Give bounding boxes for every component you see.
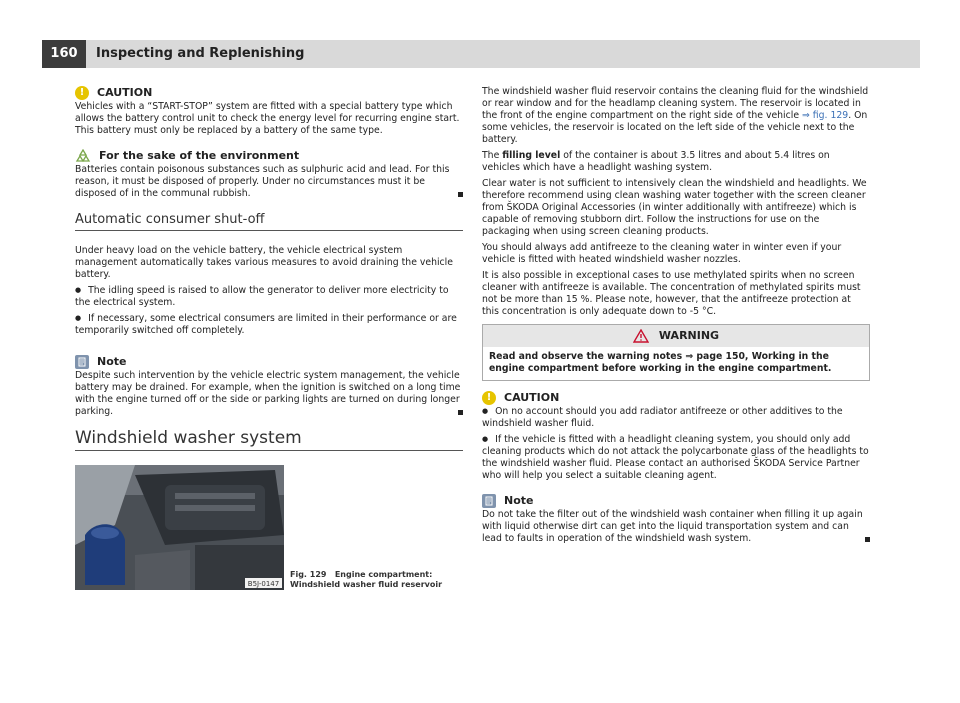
caution-heading — [482, 391, 870, 405]
list-item: ● If necessary, some electrical consumers are limited in their performance or are temporarily switched off completely. — [75, 313, 463, 337]
caution-text: Vehicles with a “START-STOP” system are fitted with a special battery type which allows the battery control unit to check the energy level for recurring engine start. This battery must only be replaced by a battery of the same type. — [75, 101, 460, 136]
note-text: Despite such intervention by the vehicle electric system management, the vehicle battery may be drained. For example, when the ignition is switched on a long time with the engine turned off or the side or parking lights are turned on during longer parking. — [75, 370, 463, 418]
section-end-marker — [458, 410, 463, 415]
note-title: Note — [97, 355, 127, 368]
running-title: Inspecting and Replenishing — [96, 46, 305, 61]
page-number: 160 — [42, 40, 86, 68]
note-title: Note — [504, 494, 534, 507]
caution-icon: ! — [482, 391, 496, 405]
environment-heading — [75, 149, 463, 163]
caution-title: CAUTION — [504, 391, 560, 404]
list-item: ● If the vehicle is fitted with a headlight cleaning system, you should only add cleaning products which do not attack the polycarbonate glass of the headlights to the windshield washer fluid. Please contact an authorised ŠKODA Service Partner who will help you select a suitable cleaning agent. — [482, 434, 870, 482]
warning-text: Read and observe the warning notes ⇒ page 150, Working in the engine compartment before working in the engine compartment. — [489, 351, 832, 374]
warning-heading — [483, 325, 869, 347]
paragraph: Clear water is not sufficient to intensively clean the windshield and headlights. We therefore recommend using clean washing water together with the screen cleaner from ŠKODA Original Accessories (in winter additionally with antifreeze) which is capable of removing stubborn dirt. Follow the instructions for use on the packaging when using screen cleaning products. — [482, 178, 867, 237]
note-heading — [75, 355, 463, 369]
caution-heading — [75, 86, 463, 100]
paragraph: The filling level of the container is about 3.5 litres and about 5.4 litres on vehicles which have a headlight washing system. — [482, 150, 830, 173]
environment-title: For the sake of the environment — [99, 149, 300, 162]
auto-shutoff-intro: Under heavy load on the vehicle battery, the vehicle electrical system management automatically takes various measures to avoid draining the vehicle battery. — [75, 245, 453, 280]
recycle-icon — [75, 149, 91, 163]
section-end-marker — [458, 192, 463, 197]
caution-title: CAUTION — [97, 86, 153, 99]
environment-text: Batteries contain poisonous substances such as sulphuric acid and lead. For this reason, it must be disposed of properly. Under no circumstances must it be disposed of in the communal rubbish. — [75, 164, 463, 200]
warning-triangle-icon — [633, 329, 649, 343]
figure-caption-text: Engine compartment: Windshield washer fluid reservoir — [290, 570, 443, 589]
section-title-washer: Windshield washer system — [75, 432, 463, 451]
list-item: ● The idling speed is raised to allow the generator to deliver more electricity to the electrical system. — [75, 285, 463, 309]
warning-box — [482, 324, 870, 381]
figure-reference-link[interactable]: ⇒ fig. 129 — [802, 110, 849, 121]
warning-title: WARNING — [658, 329, 720, 342]
note-icon — [482, 494, 496, 508]
list-item: ● On no account should you add radiator antifreeze or other additives to the windshield washer fluid. — [482, 406, 870, 430]
section-title-auto-shutoff: Automatic consumer shut-off — [75, 214, 463, 231]
note-text: Do not take the filter out of the windshield wash container when filling it up again with liquid otherwise dirt can get into the liquid transportation system and can lead to faults in operation of the windshield wash system. — [482, 509, 870, 545]
figure-caption — [290, 570, 463, 590]
right-column — [482, 86, 870, 549]
engine-compartment-photo — [75, 465, 284, 590]
page-header — [0, 0, 960, 68]
note-heading — [482, 494, 870, 508]
figure-label: Fig. 129 — [290, 570, 327, 579]
paragraph: The windshield washer fluid reservoir contains the cleaning fluid for the windshield or rear window and for the headlamp cleaning system. The reservoir is located in the front of the engine compartment on the right side of the vehicle ⇒ fig. 129. On some vehicles, the reservoir is located on the left side of the vehicle next to the battery. — [482, 86, 869, 145]
paragraph: It is also possible in exceptional cases to use methylated spirits when no screen cleaner with antifreeze is available. The concentration of methylated spirits must not be more than 15 %. Please note, however, that the antifreeze protection at this concentration is only adequate down to -5 °C. — [482, 270, 861, 317]
caution-icon: ! — [75, 86, 89, 100]
section-end-marker — [865, 537, 870, 542]
note-icon — [75, 355, 89, 369]
paragraph: You should always add antifreeze to the cleaning water in winter even if your vehicle is fitted with heated windshield washer nozzles. — [482, 242, 842, 265]
left-column — [75, 86, 463, 590]
figure-code: B5J-0147 — [247, 580, 280, 588]
bold-term: filling level — [502, 150, 561, 161]
figure-129 — [75, 465, 463, 590]
